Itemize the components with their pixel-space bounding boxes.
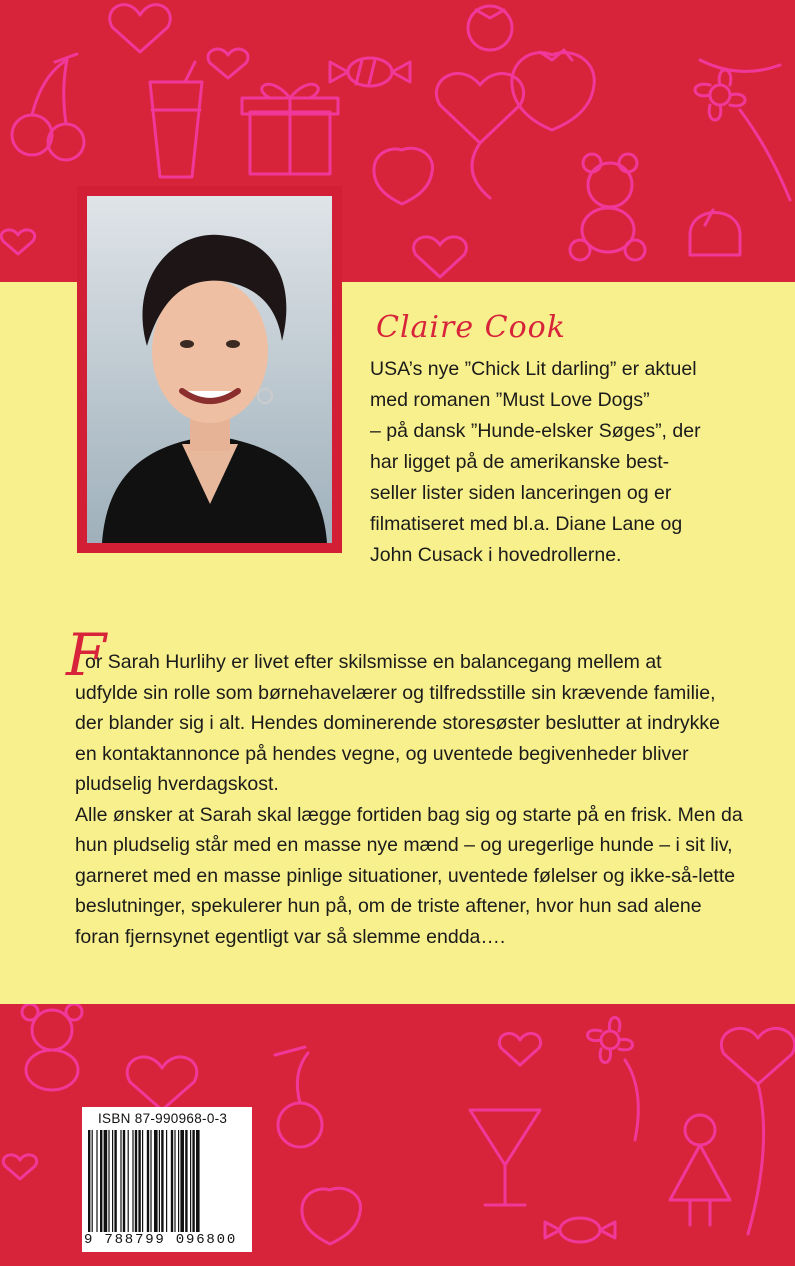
barcode-bar: [96, 1130, 97, 1232]
heart-icon: [127, 1057, 197, 1110]
barcode-bar: [178, 1130, 179, 1232]
author-name: Claire Cook: [376, 310, 566, 345]
barcode-bar: [150, 1130, 151, 1232]
barcode-bar: [108, 1130, 109, 1232]
barcode-bar: [196, 1130, 200, 1232]
blurb-line: or Sarah Hurlihy er livet efter skilsmisse en balancegang mellem at: [85, 651, 662, 673]
flower-icon: [588, 1018, 639, 1141]
bio-line: med romanen ”Must Love Dogs”: [370, 389, 650, 411]
tomato-icon: [468, 6, 512, 50]
heart-icon: [414, 237, 467, 277]
candy-icon: [330, 58, 410, 86]
barcode-bar: [92, 1130, 93, 1232]
author-photo-frame: [77, 186, 342, 553]
teddy-bear-icon: [22, 1004, 82, 1090]
glass-icon: [150, 62, 202, 177]
barcode-bar: [192, 1130, 194, 1232]
barcode-bar: [166, 1130, 167, 1232]
barcode-digits: 9 788799 096800: [84, 1232, 238, 1248]
gift-icon: [242, 84, 338, 174]
barcode-bar: [100, 1130, 102, 1232]
bio-line: har ligget på de amerikanske best-: [370, 451, 670, 473]
candy-icon: [545, 1218, 615, 1242]
blurb-line: Alle ønsker at Sarah skal lægge fortiden bag sig og starte på en frisk. Men da: [75, 803, 743, 826]
barcode-bar: [135, 1130, 137, 1232]
barcode-bar: [112, 1130, 113, 1232]
heart-icon: [499, 1033, 540, 1065]
blurb-line: en kontaktannonce på hendes vegne, og uventede begivenheder bliver: [75, 742, 689, 765]
bio-line: John Cusack i hovedrollerne.: [370, 544, 622, 566]
bio-line: – på dansk ”Hunde-elsker Søges”, der: [370, 420, 701, 442]
barcode-bar: [114, 1130, 116, 1232]
barcode-bar: [142, 1130, 143, 1232]
bio-line: seller lister siden lanceringen og er: [370, 482, 672, 504]
teddy-bear-icon: [570, 154, 645, 260]
blurb-line: beslutninger, spekulerer hun på, om de triste aftener, hvor hun sad alene: [75, 895, 702, 917]
heart-icon: [1, 230, 34, 254]
heart-icon: [208, 49, 248, 78]
blurb-line: hun pludselig står med en masse nye mænd – og uregerlige hunde – i sit liv,: [75, 834, 733, 856]
girl-icon: [670, 1115, 730, 1225]
barcode-bar: [128, 1130, 129, 1232]
cherry-icon: [12, 54, 84, 160]
flower-icon: [695, 60, 790, 200]
blurb-line: udfylde sin rolle som børnehavelærer og tilfredsstille sin krævende familie,: [75, 681, 716, 704]
book-blurb: [75, 647, 775, 952]
barcode-bar: [120, 1130, 121, 1232]
heart-icon: [3, 1155, 36, 1179]
author-photo: [87, 196, 332, 543]
barcode-bar: [123, 1130, 125, 1232]
glass-icon: [470, 1110, 540, 1205]
barcode-bar: [154, 1130, 158, 1232]
strawberry-icon: [374, 148, 433, 204]
drop-cap: F: [66, 621, 107, 689]
blurb-line: garneret med en masse pinlige situationer, uventede følelser og ikke-så-lette: [75, 864, 736, 887]
bio-line: filmatiseret med bl.a. Diane Lane og: [370, 513, 683, 535]
barcode-bar: [180, 1130, 184, 1232]
balloon-icon: [721, 1028, 794, 1234]
heart-icon: [110, 5, 170, 52]
blurb-line: pludselig hverdagskost.: [75, 773, 279, 795]
blurb-line: der blander sig i alt. Hendes dominerende storesøster beslutter at indrykke: [75, 712, 720, 734]
barcode-bar: [132, 1130, 133, 1232]
barcode-bar: [174, 1130, 175, 1232]
barcode-bar: [138, 1130, 140, 1232]
barcode-bar: [88, 1130, 90, 1232]
strawberry-icon: [302, 1188, 361, 1244]
cherry-icon: [275, 1047, 322, 1147]
blurb-line: foran fjernsynet egentligt var så slemme endda….: [75, 925, 506, 948]
author-bio: [370, 354, 790, 571]
barcode-bar: [104, 1130, 108, 1232]
barcode-bar: [147, 1130, 149, 1232]
isbn-label: ISBN 87-990968-0-3: [98, 1111, 228, 1126]
bell-icon: [690, 210, 740, 255]
barcode-bar: [161, 1130, 163, 1232]
barcode-bars: [88, 1130, 248, 1232]
barcode-bar: [190, 1130, 191, 1232]
barcode-bar: [171, 1130, 173, 1232]
barcode-bar: [185, 1130, 187, 1232]
balloon-icon: [436, 74, 523, 198]
barcode-bar: [159, 1130, 160, 1232]
bio-line: USA’s nye ”Chick Lit darling” er aktuel: [370, 358, 697, 380]
